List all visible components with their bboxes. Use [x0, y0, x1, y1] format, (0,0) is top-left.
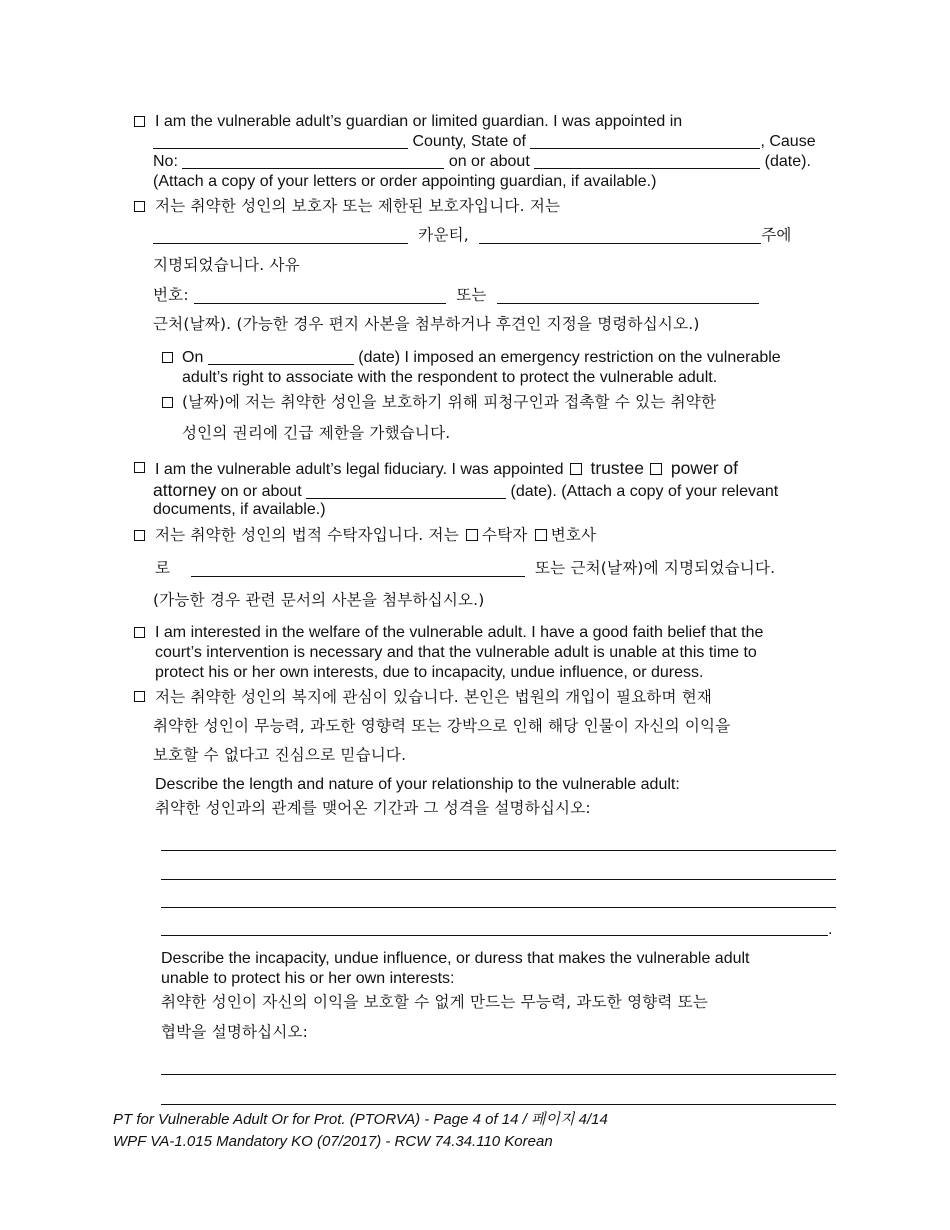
interested-checkbox-ko[interactable] — [134, 691, 145, 702]
county-field-ko[interactable] — [153, 227, 408, 244]
describe-incapacity-ko-1: 취약한 성인이 자신의 이익을 보호할 수 없게 만드는 무능력, 과도한 영향력 또는 — [161, 993, 709, 1011]
fiduciary-ko-attach: (가능한 경우 관련 문서의 사본을 첨부하십시오.) — [153, 591, 485, 609]
state-field-ko[interactable] — [479, 227, 761, 244]
describe-incapacity-ko-2: 협박을 설명하십시오: — [161, 1023, 309, 1041]
trustee-checkbox[interactable] — [570, 463, 582, 475]
county-field[interactable] — [153, 133, 408, 149]
relationship-line-2[interactable] — [161, 879, 836, 880]
fiduciary-en-line2 — [153, 480, 778, 502]
cause-no-label: No: — [153, 153, 178, 170]
attorney-label-ko: 변호사 — [550, 526, 597, 544]
interested-ko-line3: 보호할 수 없다고 진심으로 믿습니다. — [153, 746, 407, 764]
relationship-line-1[interactable] — [161, 850, 836, 851]
state-field[interactable] — [530, 133, 760, 149]
on-or-about-label: on or about — [448, 153, 530, 170]
number-label-ko: 번호: — [153, 286, 189, 304]
interested-en-line2: court’s intervention is necessary and that the vulnerable adult is unable at this time to — [155, 644, 757, 661]
emergency-en-text: (date) I imposed an emergency restriction on the vulnerable — [358, 349, 781, 366]
trustee-checkbox-ko[interactable] — [466, 529, 478, 541]
cause-number-field-ko[interactable] — [194, 287, 446, 304]
on-label: On — [182, 349, 204, 366]
cause-number-field[interactable] — [182, 153, 444, 169]
emergency-ko-line1: (날짜)에 저는 취약한 성인을 보호하기 위해 피청구인과 접촉할 수 있는 취약한 — [182, 393, 717, 411]
guardian-checkbox-en[interactable] — [134, 116, 145, 127]
fiduciary-ko-line1 — [155, 525, 596, 545]
incapacity-line-2[interactable] — [161, 1104, 836, 1105]
fiduciary-or-date-ko: 또는 근처(날짜)에 지명되었습니다. — [534, 559, 776, 577]
describe-incapacity-en-1: Describe the incapacity, undue influence, or duress that makes the vulnerable adult — [161, 950, 750, 967]
interested-ko-line2: 취약한 성인이 무능력, 과도한 영향력 또는 강박으로 인해 해당 인물이 자신의 이익을 — [153, 717, 731, 735]
ro-label-ko: 로 — [155, 559, 171, 577]
guardian-en-line2 — [153, 132, 816, 152]
relationship-period: . — [828, 921, 833, 938]
fiduciary-date-field[interactable] — [306, 483, 506, 499]
interested-en-line1: I am interested in the welfare of the vulnerable adult. I have a good faith belief that the — [155, 624, 764, 641]
trustee-label: trustee — [590, 458, 644, 478]
power-of-attorney-checkbox[interactable] — [650, 463, 662, 475]
emergency-ko-line2: 성인의 권리에 긴급 제한을 가했습니다. — [182, 424, 451, 442]
guardian-en-line1: I am the vulnerable adult’s guardian or limited guardian. I was appointed in — [155, 113, 683, 130]
fiduciary-date-attach: (date). (Attach a copy of your relevant — [510, 483, 779, 500]
state-suffix-ko: 주에 — [761, 226, 792, 244]
guardian-en-line3 — [153, 152, 811, 172]
emergency-checkbox-ko[interactable] — [162, 397, 173, 408]
power-of-label: power of — [670, 458, 738, 478]
interested-checkbox-en[interactable] — [134, 627, 145, 638]
interested-en-line3: protect his or her own interests, due to incapacity, undue influence, or duress. — [155, 664, 704, 681]
guardian-ko-line3: 지명되었습니다. 사유 — [153, 256, 300, 274]
describe-incapacity-en-2: unable to protect his or her own interests: — [161, 970, 455, 987]
fiduciary-en-text: I am the vulnerable adult’s legal fiduciary. I was appointed — [155, 461, 564, 478]
relationship-line-3[interactable] — [161, 907, 836, 908]
guardian-ko-line2 — [153, 225, 792, 245]
emergency-date-field[interactable] — [208, 349, 354, 365]
footer-form-id: WPF VA-1.015 Mandatory KO (07/2017) - RCW 74.34.110 Korean — [113, 1133, 553, 1150]
footer-page-info: PT for Vulnerable Adult Or for Prot. (PTORVA) - Page 4 of 14 / 페이지 4/14 — [113, 1111, 608, 1128]
guardian-ko-line4 — [153, 285, 759, 305]
guardian-en-attach: (Attach a copy of your letters or order appointing guardian, if available.) — [153, 173, 657, 190]
guardian-checkbox-ko[interactable] — [134, 201, 145, 212]
attorney-checkbox-ko[interactable] — [535, 529, 547, 541]
fiduciary-en-line1 — [155, 458, 738, 480]
describe-relationship-en: Describe the length and nature of your relationship to the vulnerable adult: — [155, 776, 680, 793]
emergency-en-line2: adult’s right to associate with the respondent to protect the vulnerable adult. — [182, 369, 718, 386]
date-field-ko[interactable] — [497, 287, 759, 304]
relationship-line-4[interactable] — [161, 935, 828, 936]
fiduciary-ko-line2 — [155, 558, 775, 578]
fiduciary-checkbox-en[interactable] — [134, 462, 145, 473]
describe-relationship-ko: 취약한 성인과의 관계를 맺어온 기간과 그 성격을 설명하십시오: — [155, 799, 591, 817]
fiduciary-ko-text: 저는 취약한 성인의 법적 수탁자입니다. 저는 — [155, 526, 459, 544]
date-label: (date). — [764, 153, 811, 170]
fiduciary-checkbox-ko[interactable] — [134, 530, 145, 541]
fiduciary-on-or-about: on or about — [220, 483, 302, 500]
cause-label: , Cause — [760, 133, 816, 150]
interested-ko-line1: 저는 취약한 성인의 복지에 관심이 있습니다. 본인은 법원의 개입이 필요하며 현재 — [155, 688, 713, 706]
attorney-label: attorney — [153, 480, 217, 500]
fiduciary-date-field-ko[interactable] — [191, 560, 525, 577]
guardian-ko-attach: 근처(날짜). (가능한 경우 편지 사본을 첨부하거나 후견인 지정을 명령하십시오.) — [153, 315, 700, 333]
county-label-ko: 카운티, — [418, 226, 469, 244]
incapacity-line-1[interactable] — [161, 1074, 836, 1075]
guardian-ko-line1: 저는 취약한 성인의 보호자 또는 제한된 보호자입니다. 저는 — [155, 197, 561, 215]
fiduciary-en-documents: documents, if available.) — [153, 501, 326, 518]
emergency-en-line1 — [182, 348, 781, 368]
or-label-ko: 또는 — [456, 286, 487, 304]
trustee-label-ko: 수탁자 — [482, 526, 528, 544]
county-label: County, State of — [412, 133, 526, 150]
emergency-checkbox-en[interactable] — [162, 352, 173, 363]
appointment-date-field[interactable] — [534, 153, 760, 169]
